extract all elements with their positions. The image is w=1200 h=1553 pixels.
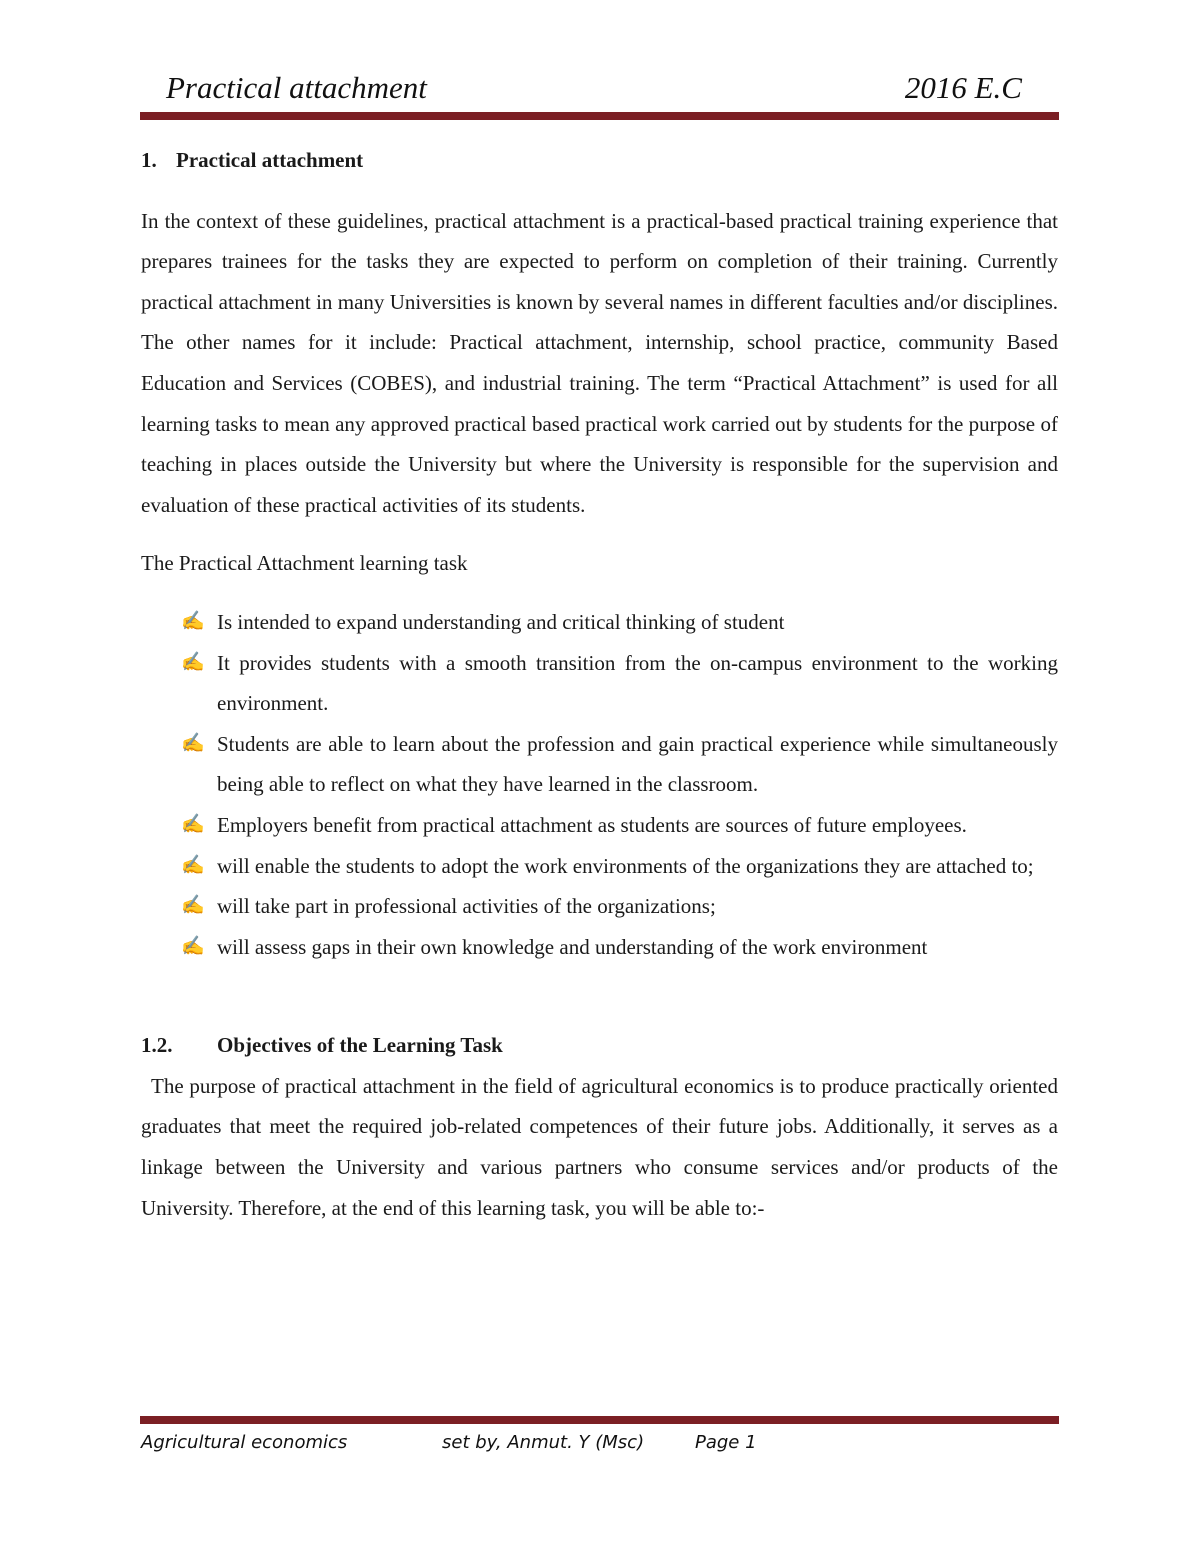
writing-hand-icon: ✍ [181, 935, 205, 957]
list-item [181, 886, 1058, 927]
list-item [181, 805, 1058, 846]
section-1-lead: The Practical Attachment learning task [141, 551, 468, 576]
section-1-title: Practical attachment [176, 148, 364, 172]
footer-rule [140, 1416, 1059, 1424]
section-1-number: 1. [141, 148, 157, 172]
section-1-heading [141, 140, 1058, 181]
writing-hand-icon: ✍ [181, 651, 205, 673]
writing-hand-icon: ✍ [181, 813, 205, 835]
list-item-text: will assess gaps in their own knowledge and understanding of the work environment [217, 934, 928, 959]
footer-page-number: Page 1 [695, 1432, 757, 1453]
list-item-text: Is intended to expand understanding and critical thinking of student [217, 609, 785, 634]
writing-hand-icon: ✍ [181, 610, 205, 632]
header-year: 2016 E.C [904, 70, 1022, 105]
header-title: Practical attachment [166, 70, 427, 105]
section-1-2-paragraph: The purpose of practical attachment in the field of agricultural economics is to produce practically oriented graduates that meet the required job-related competences of their future jobs. Additionally, it serves as a linkage between the University and various partners who consume services and/or products of the University. Therefore, at the end of this learning task, you will be able to:- [141, 1073, 1058, 1220]
list-item-text: will enable the students to adopt the work environments of the organizations they are attached to; [217, 853, 1034, 878]
footer-field: Agricultural economics [141, 1432, 348, 1453]
list-item-text: Students are able to learn about the profession and gain practical experience while simultaneously being able to reflect on what they have learned in the classroom. [217, 731, 1058, 797]
footer-author: set by, Anmut. Y (Msc) [442, 1432, 645, 1453]
list-item-text: will take part in professional activities of the organizations; [217, 894, 716, 919]
page-body [141, 140, 1058, 1228]
list-item [181, 846, 1058, 887]
section-1-2-number: 1.2. [141, 1033, 173, 1058]
bullet-list [141, 602, 1058, 967]
list-item-text: It provides students with a smooth transition from the on-campus environment to the working environment. [217, 650, 1058, 716]
list-item [181, 724, 1058, 805]
writing-hand-icon: ✍ [181, 854, 205, 876]
writing-hand-icon: ✍ [181, 895, 205, 917]
section-1-paragraph: In the context of these guidelines, practical attachment is a practical-based practical training experience that prepares trainees for the tasks they are expected to perform on completion of their training. Currently practical attachment in many Universities is known by several names in different faculties and/or disciplines. The other names for it include: Practical attachment, internship, school practice, community Based Education and Services (COBES), and industrial training. The term “Practical Attachment” is used for all learning tasks to mean any approved practical based practical work carried out by students for the purpose of teaching in places outside the University but where the University is responsible for the supervision and evaluation of these practical activities of its students. [141, 208, 1058, 517]
list-item [181, 602, 1058, 643]
list-item-text: Employers benefit from practical attachment as students are sources of future employees. [217, 812, 967, 837]
header-rule [140, 112, 1059, 120]
section-1-2-title: Objectives of the Learning Task [217, 1033, 503, 1058]
section-1-2-heading [141, 1025, 1058, 1066]
list-item [181, 643, 1058, 724]
list-item [181, 927, 1058, 968]
writing-hand-icon: ✍ [181, 732, 205, 754]
